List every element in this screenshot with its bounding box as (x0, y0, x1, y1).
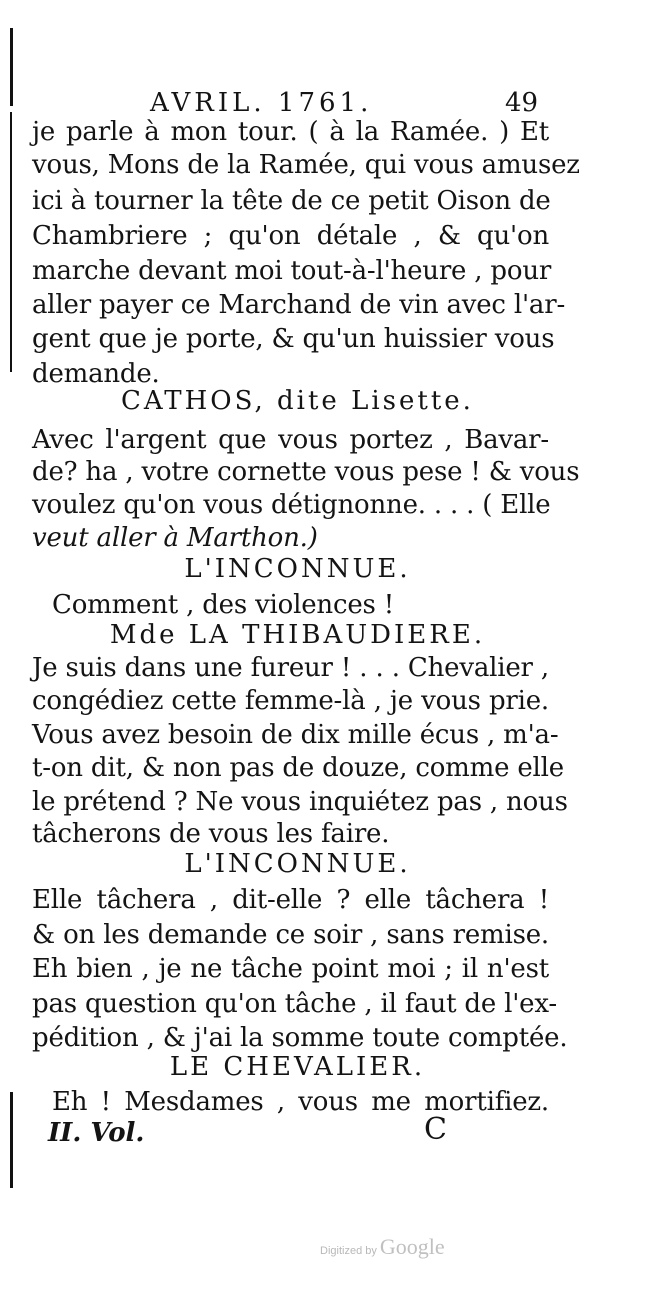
speaker-heading: Mde LA THIBAUDIERE. (109, 620, 486, 650)
text-line: Eh ! Mesdames , vous me mortifiez. (52, 1087, 549, 1117)
text-line: t-on dit, & non pas de douze, comme elle (32, 753, 564, 783)
margin-mark (10, 112, 12, 372)
text-line: gent que je porte, & qu'un huissier vous (32, 324, 555, 354)
speaker-heading: LE CHEVALIER. (169, 1052, 426, 1082)
text-line: aller payer ce Marchand de vin avec l'ar- (32, 290, 566, 320)
text-line: Avec l'argent que vous portez , Bavar- (32, 425, 549, 455)
text-line: tâcherons de vous les faire. (32, 819, 390, 849)
text-line: vous, Mons de la Ramée, qui vous amusez (32, 150, 580, 180)
running-title: AVRIL. 1761. (150, 88, 373, 118)
speaker-heading: CATHOS, dite Lisette. (121, 386, 474, 416)
text-line: le prétend ? Ne vous inquiétez pas , nous (32, 787, 568, 817)
text-line: Vous avez besoin de dix mille écus , m'a- (32, 720, 559, 750)
text-line: Comment , des violences ! (52, 590, 394, 620)
text-line: Chambriere ; qu'on détale , & qu'on (32, 221, 549, 251)
text-line: pédition , & j'ai la somme toute comptée. (32, 1023, 568, 1053)
text-line: pas question qu'on tâche , il faut de l'ex- (32, 989, 557, 1019)
text-line: marche devant moi tout-à-l'heure , pour (32, 256, 552, 286)
signature-letter: C (424, 1112, 447, 1147)
text-line: congédiez cette femme-là , je vous prie. (32, 686, 549, 716)
text-line: voulez qu'on vous détignonne. . . . ( Elle (32, 490, 551, 520)
margin-mark (10, 1092, 13, 1188)
stage-direction: veut aller à Marthon.) (32, 523, 318, 553)
margin-mark (10, 28, 13, 106)
text-line: ici à tourner la tête de ce petit Oison de (32, 186, 551, 216)
text-line: je parle à mon tour. ( à la Ramée. ) Et (32, 117, 549, 147)
speaker-heading: L'INCONNUE. (184, 554, 411, 584)
text-line: de? ha , votre cornette vous pese ! & vous (32, 457, 580, 487)
volume-mark: II. Vol. (48, 1118, 145, 1148)
text-line: demande. (32, 359, 160, 389)
page-number: 49 (505, 88, 539, 118)
google-logo: Google (379, 1234, 445, 1259)
speaker-heading: L'INCONNUE. (184, 849, 411, 879)
text-line: Je suis dans une fureur ! . . . Chevalier , (32, 653, 549, 683)
digitized-watermark (320, 1234, 445, 1260)
text-line: Elle tâchera , dit-elle ? elle tâchera ! (32, 885, 549, 915)
text-line: Eh bien , je ne tâche point moi ; il n'est (32, 954, 549, 984)
digitized-label: Digitized by (320, 1245, 377, 1257)
text-line: & on les demande ce soir , sans remise. (32, 920, 549, 950)
